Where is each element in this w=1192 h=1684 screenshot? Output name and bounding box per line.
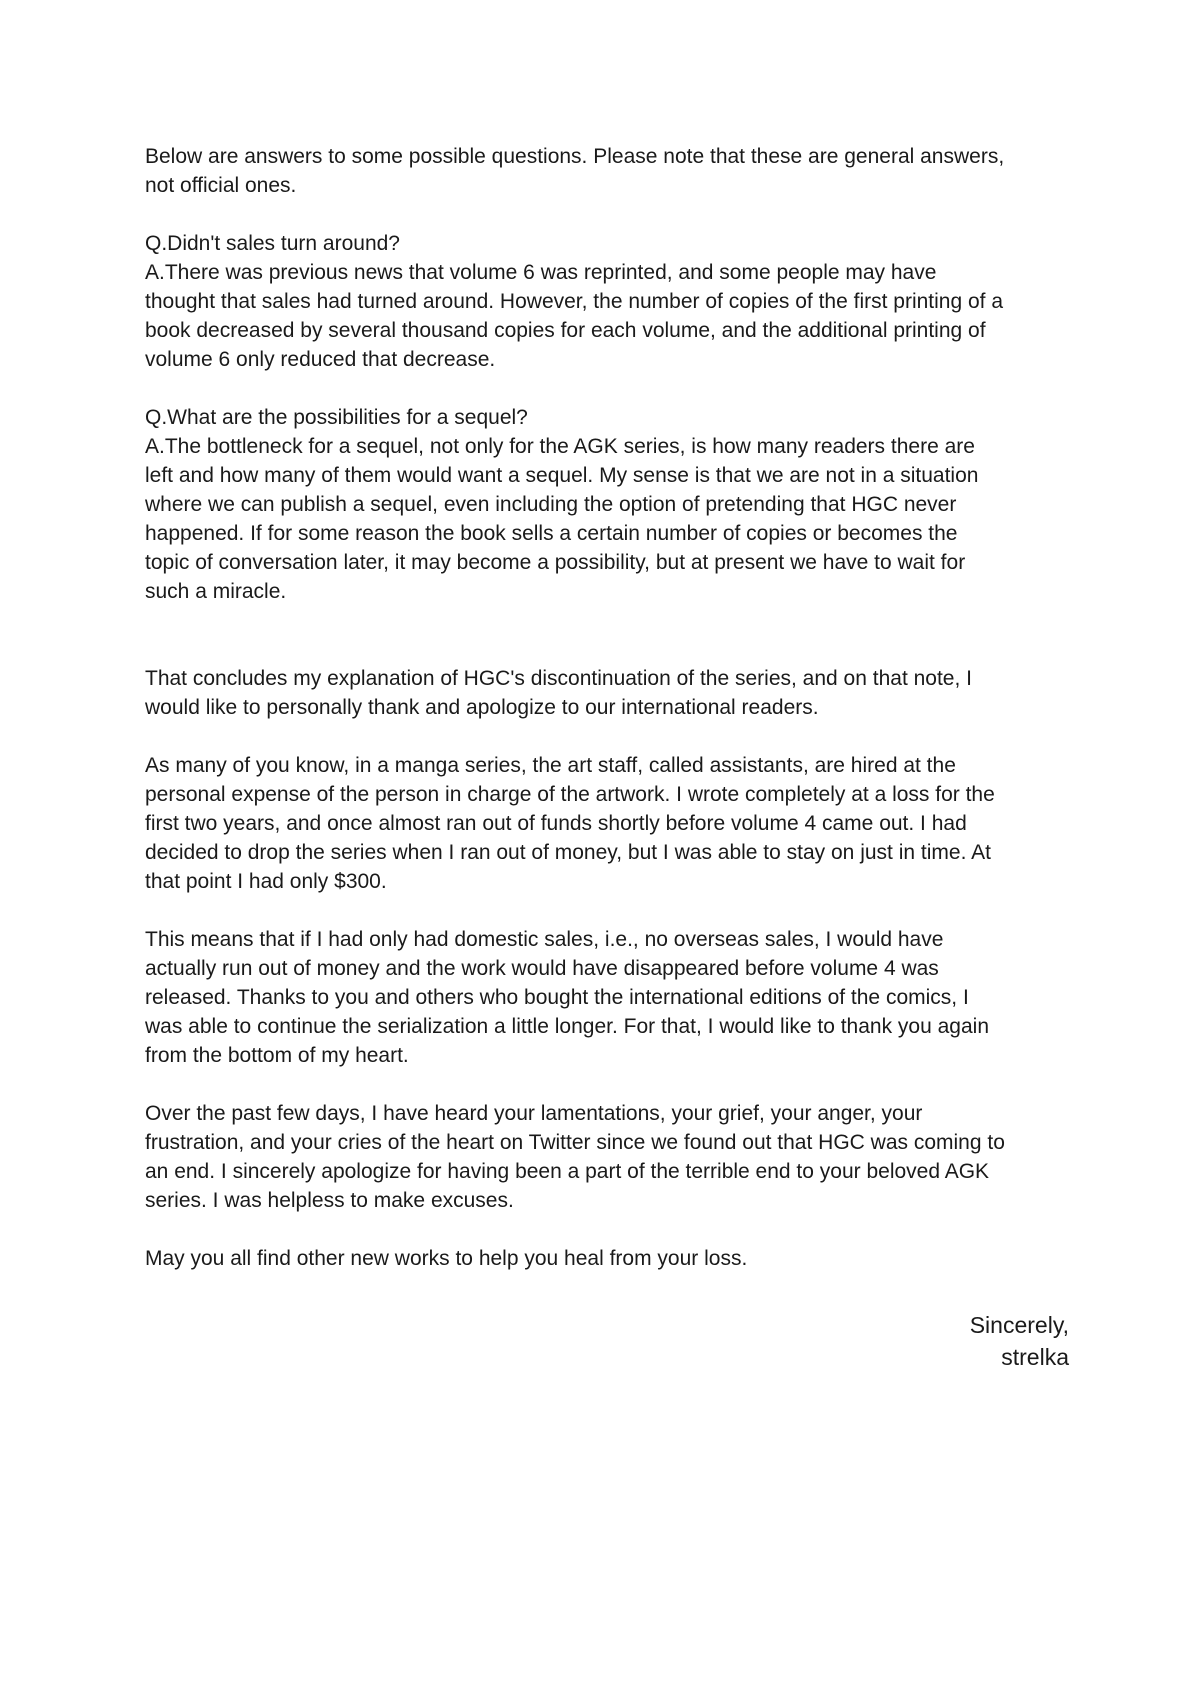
answer-line: happened. If for some reason the book sells a certain number of copies or becomes the bbox=[145, 522, 958, 545]
section-gap bbox=[145, 635, 1070, 664]
question-line: Q.Didn't sales turn around? bbox=[145, 232, 400, 255]
text-line: Over the past few days, I have heard your lamentations, your grief, your anger, your bbox=[145, 1102, 923, 1125]
answer-line: such a miracle. bbox=[145, 580, 287, 603]
qa-sales bbox=[145, 229, 1070, 374]
answer-line: thought that sales had turned around. However, the number of copies of the first printing of a bbox=[145, 290, 1004, 313]
intro-paragraph bbox=[145, 142, 1070, 200]
text-line: that point I had only $300. bbox=[145, 870, 387, 893]
letter-body bbox=[145, 142, 1070, 1302]
text-line: not official ones. bbox=[145, 174, 297, 197]
assistants-paragraph bbox=[145, 751, 1070, 896]
text-line: released. Thanks to you and others who bought the international editions of the comics, I bbox=[145, 986, 969, 1009]
text-line: This means that if I had only had domestic sales, i.e., no overseas sales, I would have bbox=[145, 928, 944, 951]
apology-paragraph bbox=[145, 1099, 1070, 1215]
text-line: would like to personally thank and apologize to our international readers. bbox=[145, 696, 819, 719]
farewell-paragraph bbox=[145, 1244, 1070, 1273]
text-line: actually run out of money and the work would have disappeared before volume 4 was bbox=[145, 957, 939, 980]
text-line: an end. I sincerely apologize for having been a part of the terrible end to your beloved AGK bbox=[145, 1160, 990, 1183]
answer-line: volume 6 only reduced that decrease. bbox=[145, 348, 496, 371]
answer-line: A.The bottleneck for a sequel, not only for the AGK series, is how many readers there are bbox=[145, 435, 975, 458]
text-line: from the bottom of my heart. bbox=[145, 1044, 409, 1067]
answer-line: topic of conversation later, it may become a possibility, but at present we have to wait for bbox=[145, 551, 966, 574]
answer-line: where we can publish a sequel, even including the option of pretending that HGC never bbox=[145, 493, 957, 516]
text-line: was able to continue the serialization a little longer. For that, I would like to thank you again bbox=[145, 1015, 989, 1038]
text-line: Below are answers to some possible questions. Please note that these are general answers, bbox=[145, 145, 1005, 168]
signature-name: strelka bbox=[1001, 1344, 1069, 1370]
answer-line: A.There was previous news that volume 6 was reprinted, and some people may have bbox=[145, 261, 937, 284]
question-line: Q.What are the possibilities for a sequel? bbox=[145, 406, 528, 429]
text-line: series. I was helpless to make excuses. bbox=[145, 1189, 514, 1212]
text-line: frustration, and your cries of the heart on Twitter since we found out that HGC was coming to bbox=[145, 1131, 1005, 1154]
conclusion-paragraph bbox=[145, 664, 1070, 722]
answer-line: book decreased by several thousand copies for each volume, and the additional printing of bbox=[145, 319, 986, 342]
answer-line: left and how many of them would want a sequel. My sense is that we are not in a situation bbox=[145, 464, 979, 487]
qa-sequel bbox=[145, 403, 1070, 606]
text-line: May you all find other new works to help you heal from your loss. bbox=[145, 1247, 748, 1270]
signoff-block bbox=[970, 1309, 1069, 1373]
text-line: As many of you know, in a manga series, the art staff, called assistants, are hired at the bbox=[145, 754, 956, 777]
text-line: That concludes my explanation of HGC's discontinuation of the series, and on that note, I bbox=[145, 667, 972, 690]
thanks-paragraph bbox=[145, 925, 1070, 1070]
text-line: decided to drop the series when I ran out of money, but I was able to stay on just in time. At bbox=[145, 841, 991, 864]
text-line: personal expense of the person in charge of the artwork. I wrote completely at a loss for the bbox=[145, 783, 995, 806]
text-line: first two years, and once almost ran out of funds shortly before volume 4 came out. I had bbox=[145, 812, 967, 835]
closing-text: Sincerely, bbox=[969, 1312, 1069, 1338]
